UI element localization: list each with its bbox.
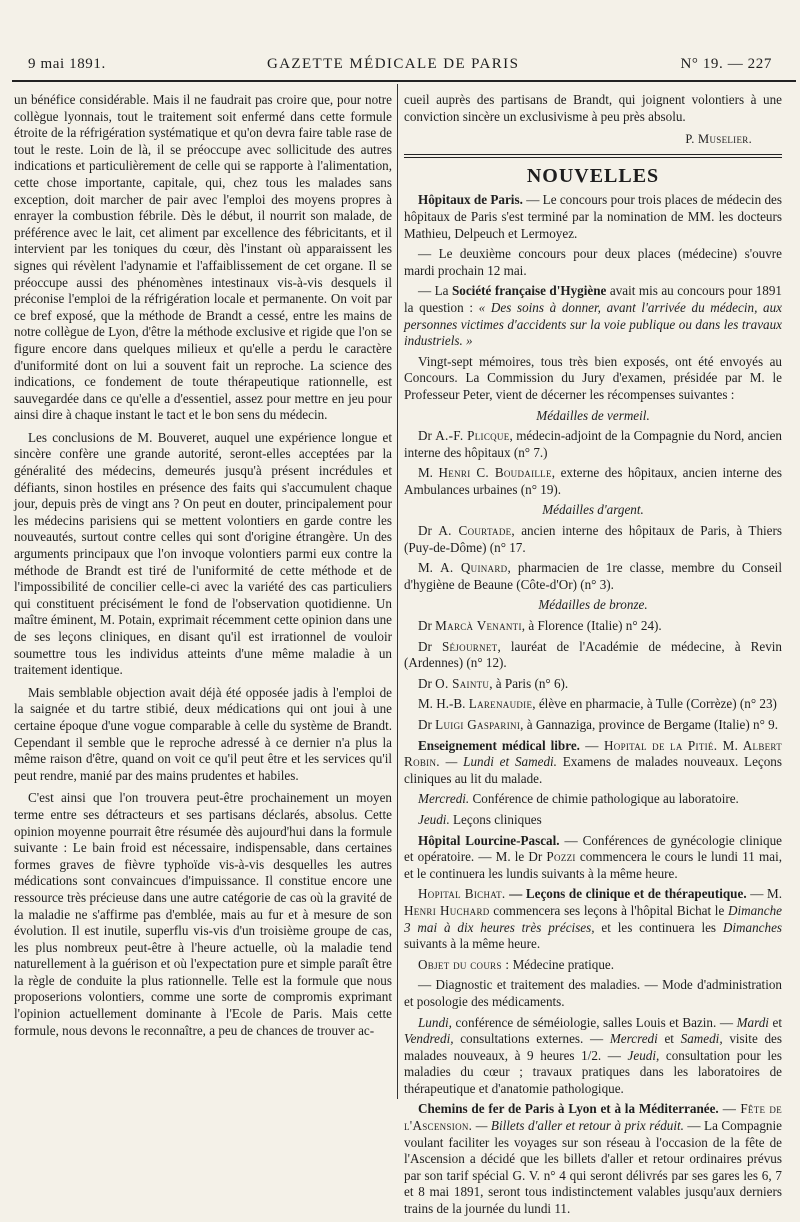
- news-text: et les continuera les: [594, 919, 723, 935]
- news-text: Conférence de chimie pathologique au laboratoire.: [469, 791, 739, 807]
- column-divider: [397, 84, 398, 1099]
- award-text: , à Paris (n° 6).: [489, 675, 569, 691]
- paragraph: un bénéfice considérable. Mais il ne faudrait pas croire que, pour notre collègue lyonnais, tout le traitement soit enfermé dans cette formule étroite de la réfrigération systématique et qu'on devra faire table rase de tout le reste. Loin de là, il se préoccupe avec sollicitude des autres indications et particulièrement de celle qui se rapporte à l'alimentation, cette chose importante, capitale, qui, chez tous les malades sans exception, doit marcher de pair avec l'emploi des moyens propres à enrayer la combustion fébrile. Dès le début, il nourrit son malade, de préférence avec le lait, cet aliment par excellence des fébricitants, et il intervient par les toniques du cœur, dès l'instant où apparaissent les signes qui révèlent l'adynamie et l'affaiblissement de cet organe. Il se préoccupe aussi des phénomènes intestinaux vis-à-vis desquels il préconise l'emploi de la réfrigération locale et permanente. On voit par ce bref exposé, que la méthode de Brandt a cessé, entre les mains de notre collègue de Lyon, d'être la méthode exclusive et rigide que l'on se figure encore dans quelques milieux et qu'elle a perdu le caractère d'uniformité dont on lui a souvent fait un reproche. La science des indications, ce fondement de toute thérapeutique rationnelle, est sauvegardée dans ce qu'elle a d'essentiel, assez pour mettre en jeu pour ainsi dire à chaque instant le tact et le bon sens du médecin.: [14, 92, 392, 423]
- news-days: Mercredi: [609, 1031, 658, 1047]
- award-name: Luigi Gasparini: [435, 717, 521, 732]
- award-entry: [404, 717, 782, 734]
- award-text: , lauréat de l'Académie de médecine, à Revin (Ardennes) (n° 12).: [404, 638, 782, 671]
- header-rule: [12, 80, 796, 82]
- news-item: [404, 192, 782, 242]
- news-days: Lundi,: [418, 1014, 452, 1030]
- news-subheading: Hopital Bichat.: [418, 886, 506, 902]
- award-prefix: Dr: [418, 717, 436, 732]
- award-name: Marcà Venanti: [435, 618, 522, 634]
- award-prefix: M. H.-B.: [418, 696, 469, 712]
- section-rule: [404, 154, 782, 158]
- author-signature: P. Muselier.: [685, 132, 752, 147]
- news-subheading: — Billets d'aller et retour à prix réduit.: [472, 1118, 684, 1134]
- news-subheading: — Fête de l'Ascension.: [404, 1101, 783, 1134]
- award-text: , médecin-adjoint de la Compagnie du Nord, ancien interne des hôpitaux (n° 7.): [404, 428, 783, 460]
- news-text: et: [768, 1014, 782, 1030]
- news-heading: Chemins de fer de Paris à Lyon et à la Méditerranée.: [418, 1101, 719, 1117]
- news-days: Jeudi.: [418, 811, 450, 827]
- news-text: conférence de séméiologie, salles Louis et Bazin. —: [451, 1014, 737, 1030]
- news-text: et: [657, 1031, 681, 1047]
- award-prefix: Dr: [418, 675, 436, 691]
- award-category: Médailles de vermeil.: [536, 407, 650, 423]
- news-heading: Hôpitaux de Paris.: [418, 192, 523, 208]
- news-days: Dimanche 3 mai à dix heures très précises,: [404, 902, 782, 935]
- header-publication: GAZETTE MÉDICALE DE PARIS: [266, 56, 520, 72]
- news-days: Dimanches: [722, 919, 783, 935]
- award-name: A. Courtade: [438, 523, 512, 539]
- news-text: suivants à la même heure.: [404, 936, 541, 952]
- award-prefix: Dr: [418, 523, 439, 539]
- news-text: — Conférences de gynécologie clinique et opératoire. — M. le Dr: [404, 832, 782, 865]
- award-prefix: Dr: [418, 618, 436, 634]
- news-text: — Le concours pour trois places de médecin des hôpitaux de Paris s'est terminé par la nomination de MM. les docteurs Mathieu, Delpeuch et Lermoyez.: [404, 192, 782, 241]
- news-text: visite des malades nouveaux, à 9 heures 1/2. —: [404, 1031, 782, 1063]
- news-item: [404, 957, 782, 974]
- news-text: commencera ses leçons à l'hôpital Bichat le: [489, 902, 728, 918]
- news-item: — Diagnostic et traitement des maladies. — Mode d'administration et posologie des médicaments.: [404, 977, 782, 1009]
- award-prefix: Dr: [418, 638, 442, 654]
- news-item: [404, 1015, 782, 1098]
- news-text: consultations externes. —: [453, 1031, 610, 1047]
- news-quote: « Des soins à donner, avant l'arrivée du médecin, aux personnes victimes d'accidents sur la voie publique ou dans les travaux industriels. »: [404, 299, 782, 349]
- award-entry: [404, 560, 782, 593]
- news-heading: Société française d'Hygiène: [451, 283, 607, 299]
- header-issue-page: N° 19. — 227: [680, 56, 772, 72]
- award-text: , ancien interne des hôpitaux de Paris, à Thiers (Puy-de-Dôme) (n° 17.: [404, 523, 782, 555]
- award-prefix: M.: [418, 465, 439, 481]
- award-name: A.-F. Plicque: [435, 428, 510, 444]
- news-days: Vendredi,: [404, 1031, 454, 1047]
- award-text: , à Gannaziga, province de Bergame (Italie) n° 9.: [520, 717, 778, 732]
- news-heading: — Leçons de clinique et de thérapeutique.: [505, 886, 747, 902]
- award-name: O. Saintu: [435, 675, 490, 691]
- news-item: [404, 791, 782, 808]
- news-name: Henri Huchard: [404, 902, 490, 918]
- award-text: , élève en pharmacie, à Tulle (Corrèze) (n° 23): [532, 696, 777, 712]
- news-subheading: — Hopital de la Pitié. M. Albert Robin.: [404, 737, 782, 770]
- news-days: — Lundi et Samedi.: [439, 754, 557, 770]
- award-entry: [404, 676, 782, 693]
- award-name: Henri C. Boudaille: [438, 465, 552, 481]
- right-column: [404, 92, 782, 1222]
- news-text: avait mis au concours pour 1891 la question :: [404, 283, 782, 315]
- news-item: [404, 833, 782, 883]
- news-days: Jeudi,: [627, 1047, 660, 1063]
- award-entry: [404, 618, 782, 635]
- news-item: [404, 1101, 782, 1217]
- award-text: , pharmacien de 1re classe, membre du Conseil d'hygiène de Beaune (Côte-d'Or) (n° 3).: [404, 560, 782, 592]
- news-days: Mardi: [736, 1014, 769, 1030]
- award-entry: [404, 523, 782, 556]
- news-item: [404, 812, 782, 829]
- award-name: Séjournet: [441, 638, 498, 654]
- news-text: — M.: [746, 886, 782, 902]
- award-prefix: Dr: [418, 428, 436, 444]
- news-item: [404, 283, 782, 349]
- news-text: Médecine pratique.: [509, 956, 615, 972]
- award-text: , externe des hôpitaux, ancien interne des Ambulances urbaines (n° 19).: [404, 465, 782, 497]
- award-text: , à Florence (Italie) n° 24).: [521, 618, 662, 634]
- news-item: [404, 738, 782, 788]
- page-header: [28, 56, 772, 78]
- paragraph: Mais semblable objection avait déjà été opposée jadis à l'emploi de la saignée et du tartre stibié, deux médications qui ont joui à une certaine époque d'une vogue comparable à celle du système de Brandt. Cependant il semble que le reproche adressé à ce dernier n'a plus la même raison d'être, quand on voit ce qu'il peut être et les services qu'il peut rendre, manié par des mains prudentes et habiles.: [14, 684, 392, 783]
- news-days: Samedi,: [680, 1031, 723, 1047]
- award-entry: [404, 639, 782, 672]
- award-name: Larenaudie: [468, 696, 533, 712]
- award-entry: [404, 428, 782, 461]
- paragraph: C'est ainsi que l'on trouvera peut-être prochainement un moyen terme entre ses détracteurs et ses partisans déclarés, absolus. Cette opinion moyenne pourrait être résumée dès aujourd'hui dans la formule suivante : Le bain froid est nécessaire, indispensable, dans certaines formes graves de fièvre typhoïde vis-à-vis desquelles les autres médications sont convaincues d'impuissance. Il constitue encore une ressource très précieuse dans une autre catégorie de cas où la gravité de la maladie ne s'affirme pas d'emblée, mais au fur et à mesure de son évolution. Il est inutile, superflu vis-vis d'un troisième groupe de cas, les plus nombreux peut-être à l'heure actuelle, où la maladie tend naturellement à la guérison et où l'expectation pure et simple paraît être la règle de conduite la plus rationnelle. Telle est la formule que nous proposerions volontiers, comme une sorte de compromis exprimant l'opinion actuellement dominante à l'Ecole de Paris. Mais cette formule, nous devons le reconnaître, a peu de chances de trouver ac-: [14, 790, 392, 1038]
- paragraph: cueil auprès des partisans de Brandt, qui joignent volontiers à une conviction sincère un exclusivisme à peu près absolu.: [404, 92, 782, 124]
- award-prefix: M.: [418, 560, 441, 576]
- news-text: — La Compagnie voulant faciliter les voyages sur son réseau à l'occasion de la fête de l'Ascension a décidé que les billets d'aller et retour ordinaires prévus par son tarif spécial G. V. n° 4 qui seront délivrés par ses gares les 6, 7 et 8 mai 1891, seront tous indistinctement valables jusqu'aux derniers trains de la journée du lundi 11.: [404, 1118, 782, 1217]
- news-text: commencera le cours le lundi 11 mai, et le continuera les lundis suivants à la même heure.: [404, 849, 783, 881]
- section-title: NOUVELLES: [526, 164, 660, 187]
- news-item: — Le deuxième concours pour deux places (médecine) s'ouvre mardi prochain 12 mai.: [404, 246, 782, 278]
- news-heading: Enseignement médical libre.: [418, 737, 580, 753]
- left-column: [14, 92, 392, 1045]
- news-days: Mercredi.: [418, 791, 470, 807]
- news-text: Leçons cliniques: [449, 811, 542, 827]
- paragraph: Les conclusions de M. Bouveret, auquel une expérience longue et sincère confère une grande autorité, seront-elles acceptées par la généralité des médecins, demeurés jusqu'à présent incrédules et défiants, sinon hostiles en présence des faits qui s'accumulent chaque jour, depuis près de vingt ans ? On peut en douter, principalement pour les médecins parisiens qui se mettent volontiers en garde contre les nouveautés, surtout contre celles qui sont d'origine étrangère. Un des arguments principaux que l'on invoque volontiers parmi eux contre la méthode de Brandt est tiré de l'uniformité de cette méthode et de l'impossibilité de concilier celle-ci avec la variété des cas particuliers qui constituent précisément le fond de l'observation quotidienne. Un maître éminent, M. Potain, exprimait récemment cette opinion dans une de ses leçons cliniques, en disant qu'il est irrationnel de vouloir soumettre tous les individus atteints d'une même maladie à un traitement identique.: [14, 429, 392, 678]
- news-item: Vingt-sept mémoires, tous très bien exposés, ont été envoyés au Concours. La Commission du Jury d'examen, présidée par M. le Professeur Peter, vient de décerner les récompenses suivantes :: [404, 353, 782, 402]
- news-heading: Hôpital Lourcine-Pascal.: [418, 832, 560, 848]
- news-item: [404, 886, 782, 952]
- news-text: consultation pour les maladies du cœur ; travaux pratiques dans les laboratoires de thérapeutique et d'anatomie pathologique.: [404, 1047, 782, 1096]
- award-entry: [404, 696, 782, 713]
- news-text: Examens de malades nouveaux. Leçons cliniques au lit du malade.: [404, 754, 782, 786]
- award-category: Médailles de bronze.: [538, 597, 648, 613]
- news-name: Pozzi: [546, 849, 576, 865]
- award-category: Médailles d'argent.: [542, 502, 644, 518]
- header-date: 9 mai 1891.: [28, 56, 106, 72]
- award-name: A. Quinard: [440, 560, 508, 576]
- award-entry: [404, 465, 782, 498]
- news-text: — La: [418, 283, 452, 299]
- news-subheading: Objet du cours :: [418, 956, 510, 972]
